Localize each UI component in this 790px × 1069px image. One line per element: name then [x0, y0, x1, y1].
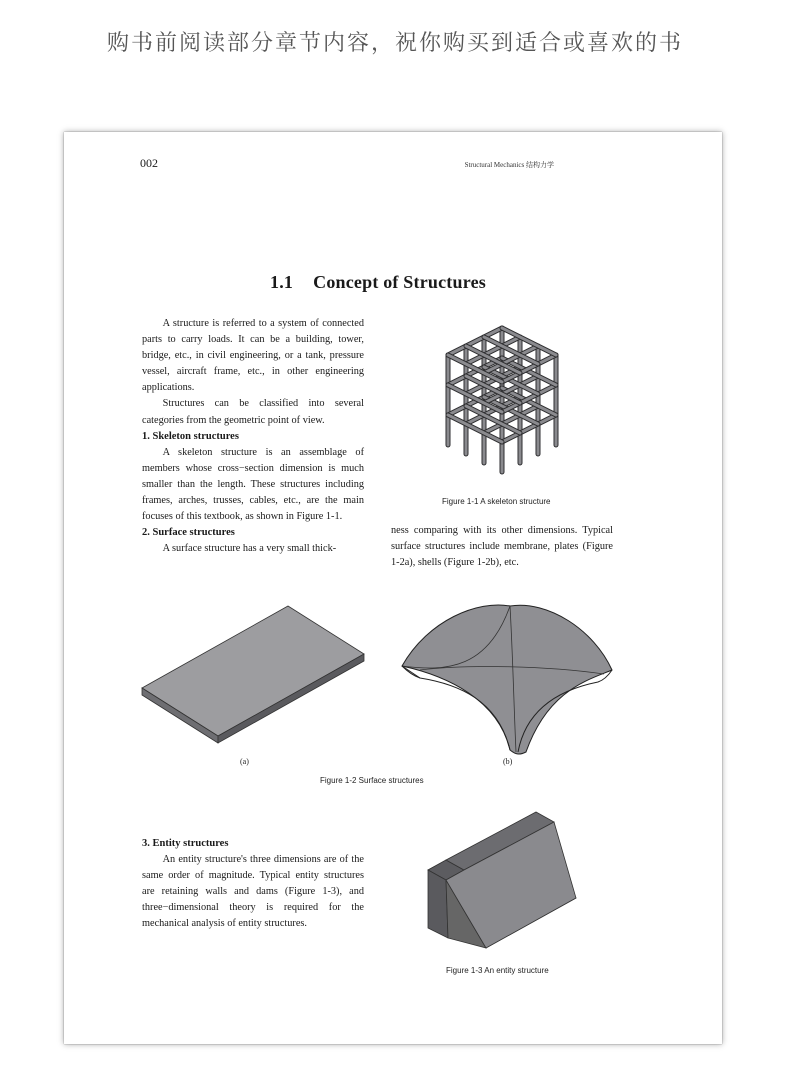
page-number: 002: [140, 156, 158, 170]
left-column-text: [142, 316, 364, 557]
paragraph-skeleton: A skeleton structure is an assemblage of members whose cross−section dimension is much smaller than the length. These structures including frames, arches, trusses, cables, etc., are the main focuses of this textbook, as shown in Figure 1-1.: [142, 446, 364, 523]
paragraph-surface-start: A surface structure has a very small thick-: [162, 543, 337, 555]
figure-1-3-caption: Figure 1-3 An entity structure: [446, 966, 549, 975]
skeleton-structure-figure: [422, 318, 582, 483]
section-heading: [64, 272, 692, 293]
figure-1-2b-label: (b): [503, 757, 513, 766]
promo-banner: 购书前阅读部分章节内容，祝你购买到适合或喜欢的书: [106, 31, 683, 56]
paragraph-structure-definition: A structure is referred to a system of connected parts to carry loads. It can be a building, tower, bridge, etc., in civil engineering, or a tank, pressure vessel, aircraft frame, etc., in other engineering applications.: [142, 318, 364, 394]
figure-1-2a-label: (a): [240, 757, 249, 766]
heading-surface-structures: 2. Surface structures: [142, 527, 235, 539]
paragraph-classification: Structures can be classified into several categories from the geometric point of view.: [142, 398, 364, 426]
book-page: [64, 132, 722, 1044]
paragraph-entity: An entity structure's three dimensions are of the same order of magnitude. Typical entity structures are retaining walls and dams (Figure 1-3), and three−dimensional theory is required for the mechanical analysis of entity structures.: [142, 854, 364, 930]
figure-1-2-caption: Figure 1-2 Surface structures: [320, 776, 424, 785]
shell-figure: [398, 600, 618, 756]
entity-structure-figure: [426, 818, 578, 960]
section-title: Concept of Structures: [313, 272, 486, 292]
paragraph-surface-continued: ness comparing with its other dimensions. Typical surface structures include membrane, plates (Figure 1-2a), shells (Figure 1-2b), etc.: [391, 525, 613, 569]
right-column-text: [391, 523, 613, 571]
running-header: Structural Mechanics 结构力学: [464, 161, 554, 169]
figure-1-1-caption: Figure 1-1 A skeleton structure: [442, 497, 551, 506]
entity-structures-text: [142, 836, 364, 933]
heading-entity-structures: 3. Entity structures: [142, 838, 229, 849]
plate-figure: [140, 604, 370, 744]
heading-skeleton-structures: 1. Skeleton structures: [142, 430, 239, 442]
section-number: 1.1: [270, 272, 294, 292]
